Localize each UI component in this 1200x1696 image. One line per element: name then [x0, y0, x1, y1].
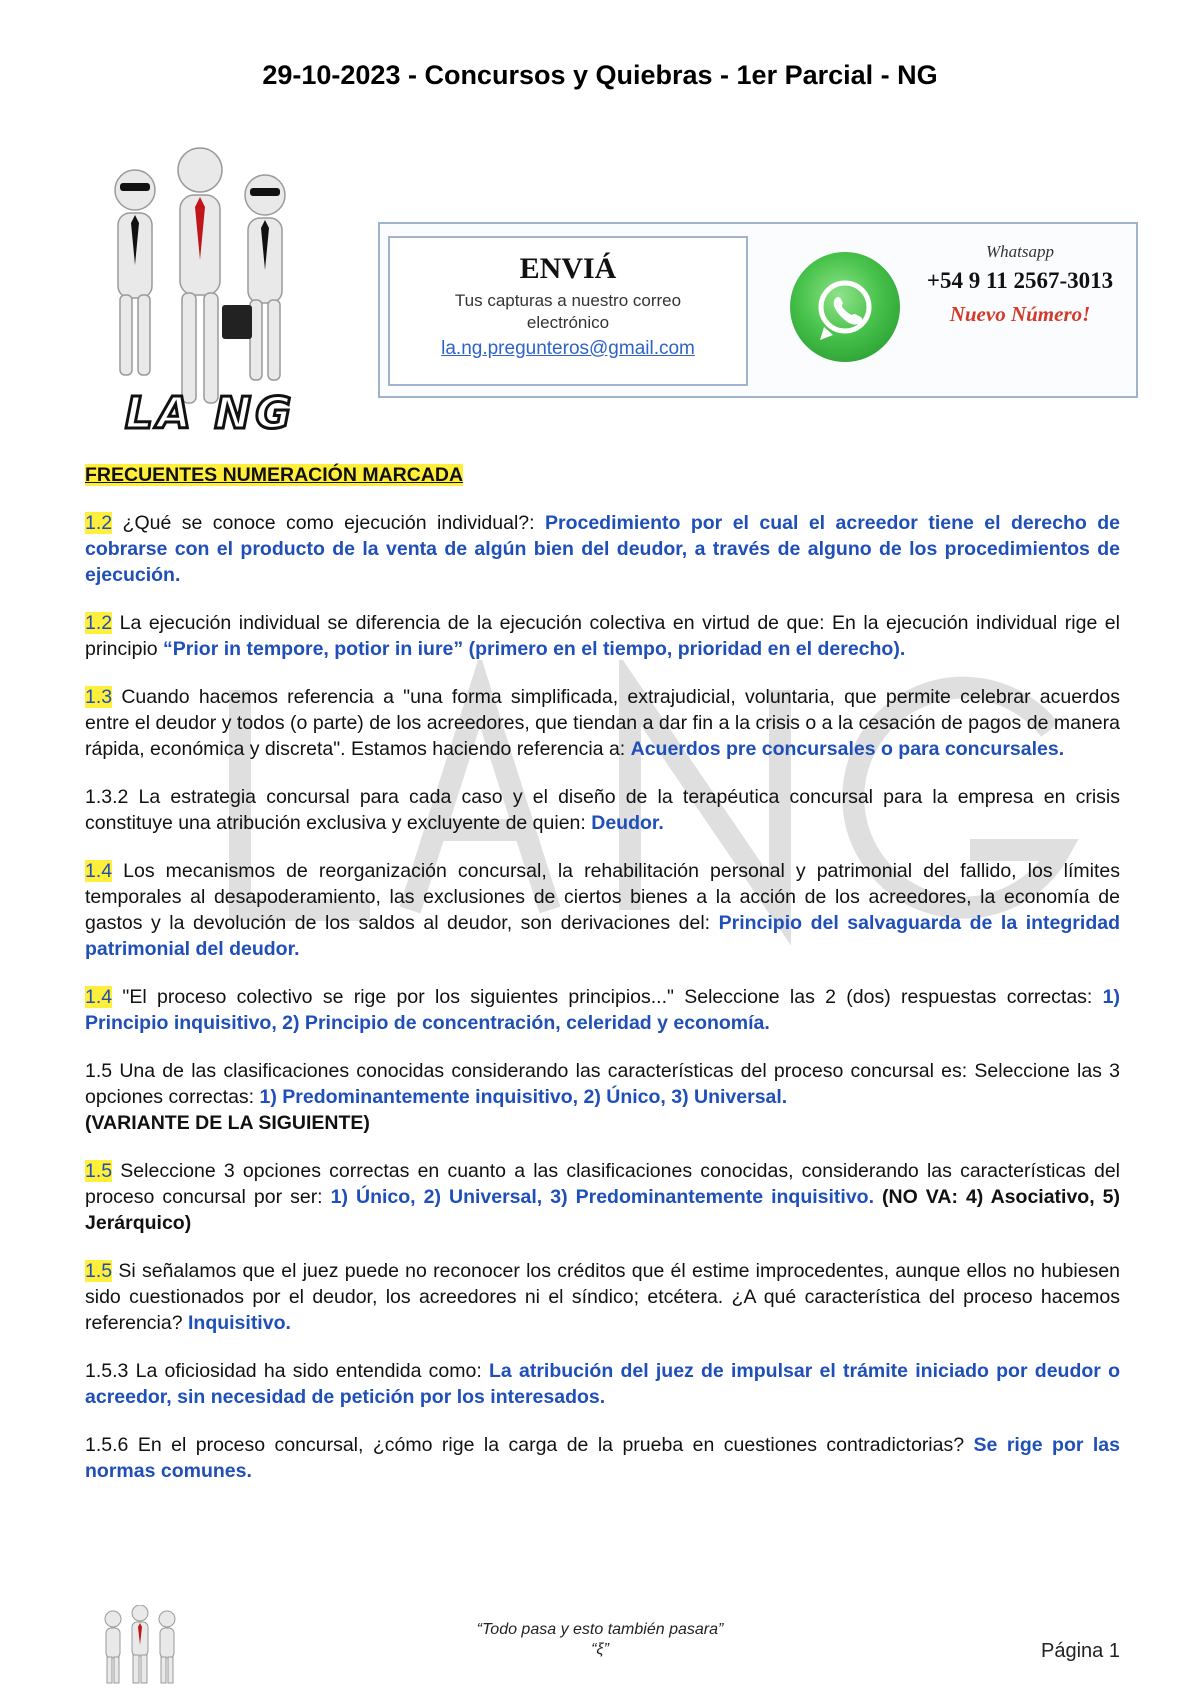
whatsapp-label: Whatsapp: [986, 242, 1054, 261]
whatsapp-icon: [790, 252, 900, 362]
question-item: 1.3 Cuando hacemos referencia a "una forma simplificada, extrajudicial, voluntaria, que permite celebrar acuerdos entre el deudor y todos (o parte) de los acreedores, que tiendan a dar fin a la crisis o a la cesación de pagos de manera rápida, económica y discreta". Estamos haciendo referencia a: Acuerdos pre concursales o para concursales.: [85, 686, 1120, 760]
contact-banner: [378, 222, 1138, 398]
logo-text: LA NG: [125, 388, 296, 439]
email-link[interactable]: la.ng.pregunteros@gmail.com: [441, 338, 695, 359]
whatsapp-block: [915, 234, 1125, 327]
section-title: FRECUENTES NUMERACIÓN MARCADA: [85, 464, 464, 486]
email-box: [388, 236, 748, 386]
question-item: 1.4 "El proceso colectivo se rige por los siguientes principios..." Seleccione las 2 (dos) respuestas correctas: 1) Principio inquisitivo, 2) Principio de concentración, celeridad y economía.: [85, 986, 1120, 1034]
banner-subtitle: Tus capturas a nuestro correo electrónico: [454, 291, 682, 332]
footer-quote: “Todo pasa y esto también pasara”: [476, 1621, 724, 1638]
page-number: Página 1: [1041, 1640, 1120, 1662]
question-item: 1.5 Seleccione 3 opciones correctas en cuanto a las clasificaciones conocidas, considerando las características del proceso concursal por ser: 1) Único, 2) Universal, 3) Predominantemente inquisitivo. (NO VA: 4) Asociativo, 5) Jerárquico): [85, 1160, 1120, 1234]
phone-number[interactable]: +54 9 11 2567-3013: [926, 268, 1114, 293]
new-number-note: Nuevo Número!: [949, 302, 1091, 326]
page-title: 29-10-2023 - Concursos y Quiebras - 1er Parcial - NG: [262, 60, 938, 90]
question-item: 1.4 Los mecanismos de reorganización concursal, la rehabilitación personal y patrimonial del fallido, los límites temporales al desapoderamiento, las exclusiones de ciertos bienes a la acción de los acreedores, la economía de gastos y la devolución de los saldos al deudor, son derivaciones del: Principio del salvaguarda de la integridad patrimonial del deudor.: [85, 860, 1120, 960]
question-list: [85, 462, 1120, 1506]
question-item: 1.2 La ejecución individual se diferencia de la ejecución colectiva en virtud de que: En la ejecución individual rige el principio “Prior in tempore, potior in iure” (primero en el tiempo, prioridad en el derecho).: [85, 612, 1120, 660]
question-item: 1.2 ¿Qué se conoce como ejecución individual?: Procedimiento por el cual el acreedor tiene el derecho de cobrarse con el producto de la venta de algún bien del deudor, a través de alguno de los procedimientos de ejecución.: [85, 512, 1120, 586]
question-item: 1.3.2 La estrategia concursal para cada caso y el diseño de la terapéutica concursal para la empresa en crisis constituye una atribución exclusiva y excluyente de quien: Deudor.: [85, 786, 1120, 834]
question-item: 1.5 Una de las clasificaciones conocidas considerando las características del proceso concursal es: Seleccione las 3 opciones correctas: 1) Predominantemente inquisitivo, 2) Único, 3) Universal. (VARIANTE DE LA SIGUIENTE): [85, 1060, 1120, 1134]
banner-title: ENVIÁ: [519, 252, 617, 285]
footer-symbol: “ξ”: [591, 1641, 609, 1658]
question-item: 1.5.6 En el proceso concursal, ¿cómo rige la carga de la prueba en cuestiones contradictorias? Se rige por las normas comunes.: [85, 1434, 1120, 1482]
question-item: 1.5.3 La oficiosidad ha sido entendida como: La atribución del juez de impulsar el trámite iniciado por deudor o acreedor, sin necesidad de petición por los interesados.: [85, 1360, 1120, 1408]
question-item: 1.5 Si señalamos que el juez puede no reconocer los créditos que él estime improcedentes, aunque ellos no hubiesen sido cuestionados por el deudor, los acreedores ni el síndico; etcétera. ¿A qué característica del proceso hacemos referencia? Inquisitivo.: [85, 1260, 1120, 1334]
footer-quote-block: [0, 1620, 1200, 1660]
